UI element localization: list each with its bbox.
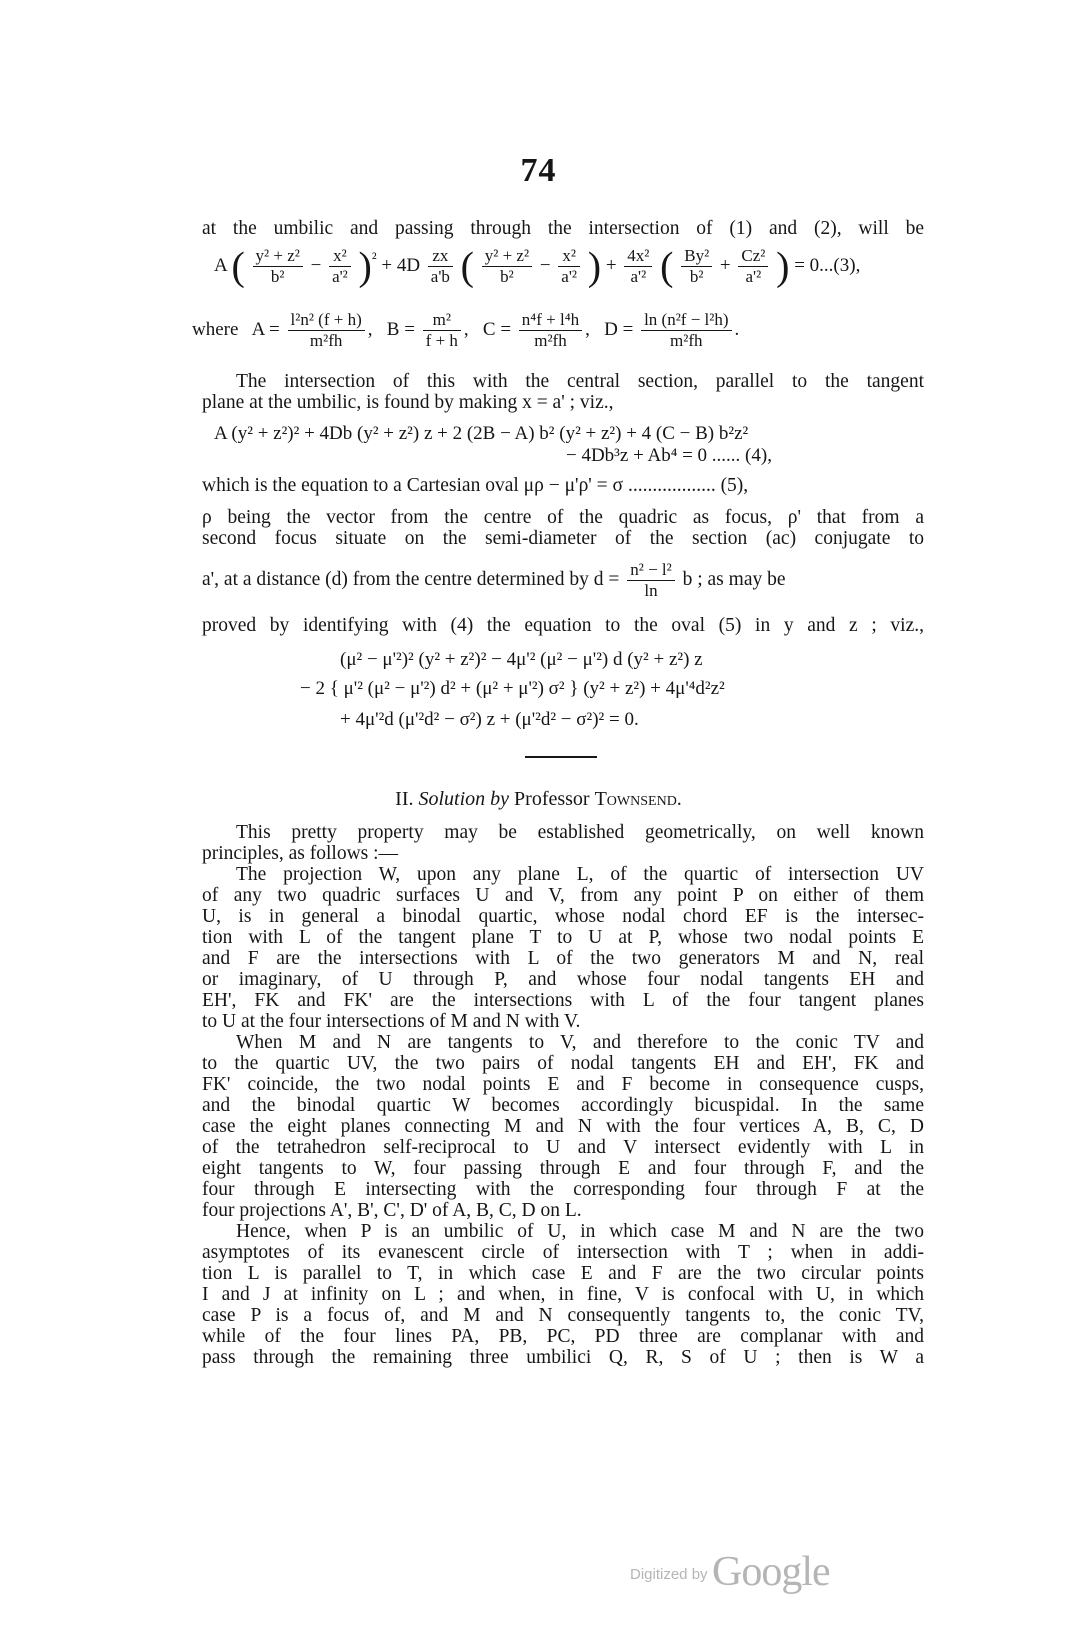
- p5-line-3: FK' coincide, the two nodal points E and F become in consequence cusps,: [202, 1074, 924, 1095]
- p4-line-2: of any two quadric surfaces U and V, from any point P on either of them: [202, 885, 924, 906]
- p5-line-1: When M and N are tangents to V, and therefore to the conic TV and: [236, 1032, 924, 1053]
- p4-line-5: and F are the intersections with L of the two generators M and N, real: [202, 948, 924, 969]
- p6-line-5: case P is a focus of, and M and N consequently tangents to, the conic TV,: [202, 1305, 924, 1326]
- eq4-line-1: A (y² + z²)² + 4Db (y² + z²) z + 2 (2B − A) b² (y² + z²) + 4 (C − B) b²z²: [214, 423, 749, 444]
- page-number: 74: [520, 152, 557, 189]
- def-b-frac: $\frac{\text{m²}}{f + h}$: [423, 310, 461, 351]
- p2-line-4: a', at a distance (d) from the centre determined by d = $\frac{\text{n² − l²}}{\ln}$ b ; as may be: [202, 560, 786, 600]
- eq3-frac-2: $\frac{\text{x²}}{\text{a'²}}$: [329, 246, 351, 287]
- watermark-prefix: Digitized by: [630, 1566, 708, 1583]
- p2-line-5: proved by identifying with (4) the equation to the oval (5) in y and z ; viz.,: [202, 615, 924, 636]
- p6-line-2: asymptotes of its evanescent circle of intersection with T ; when in addi-: [202, 1242, 924, 1263]
- def-d-frac: $\frac{\text{ln (n²f − l²h)}}{\text{m²fh}}$: [641, 310, 731, 351]
- p4-line-4: tion with L of the tangent plane T to U at P, whose two nodal points E: [202, 927, 924, 948]
- def-a-frac: $\frac{\text{l²n² (f + h)}}{\text{m²fh}}$: [288, 310, 365, 351]
- google-logo: Google: [712, 1549, 830, 1595]
- p2-line-3: second focus situate on the semi-diameter of the section (ac) conjugate to: [202, 528, 924, 549]
- p2-line-1: which is the equation to a Cartesian oval μρ − μ'ρ' = σ .................. (5),: [202, 475, 749, 496]
- p4-line-7: EH', FK and FK' are the intersections with L of the four tangent planes: [202, 990, 924, 1011]
- p5-line-6: of the tetrahedron self-reciprocal to U and V intersect evidently with L in: [202, 1137, 924, 1158]
- p5-line-8: four through E intersecting with the corresponding four through F at the: [202, 1179, 924, 1200]
- p6-line-6: while of the four lines PA, PB, PC, PD three are complanar with and: [202, 1326, 924, 1347]
- eq3-frac-3: $\frac{zx}{a'b}$: [428, 246, 453, 287]
- p1-line-2: plane at the umbilic, is found by making x = a' ; viz.,: [202, 392, 614, 413]
- p6-line-7: pass through the remaining three umbilici Q, R, S of U ; then is W a: [202, 1347, 924, 1368]
- eq3-frac-5: $\frac{\text{x²}}{\text{a'²}}$: [558, 246, 580, 287]
- distance-frac: $\frac{\text{n² − l²}}{\ln}$: [627, 560, 675, 601]
- p6-line-1: Hence, when P is an umbilic of U, in which case M and N are the two: [236, 1221, 924, 1242]
- section-divider: [525, 756, 597, 758]
- p2-line-2: ρ being the vector from the centre of the quadric as focus, ρ' that from a: [202, 507, 924, 528]
- p6-line-3: tion L is parallel to T, in which case E and F are the two circular points: [202, 1263, 924, 1284]
- p4-line-1: The projection W, upon any plane L, of the quartic of intersection UV: [236, 864, 924, 885]
- eq5-line-3: + 4μ'²d (μ'²d² − σ²) z + (μ'²d² − σ²)² = 0.: [340, 709, 639, 730]
- intro-line: at the umbilic and passing through the intersection of (1) and (2), will be: [202, 218, 924, 239]
- p5-line-9: four projections A', B', C', D' of A, B, C, D on L.: [202, 1200, 582, 1221]
- p4-line-6: or imaginary, of U through P, and whose four nodal tangents EH and: [202, 969, 924, 990]
- digitized-watermark: [630, 1548, 830, 1596]
- p5-line-7: eight tangents to W, four passing through E and four through F, and the: [202, 1158, 924, 1179]
- eq3-frac-8: $\frac{\text{Cz²}}{\text{a'²}}$: [738, 246, 768, 287]
- p3-line-2: principles, as follows :—: [202, 843, 399, 864]
- eq3-frac-6: $\frac{\text{4x²}}{\text{a'²}}$: [624, 246, 652, 287]
- p4-line-8: to U at the four intersections of M and N with V.: [202, 1011, 581, 1032]
- eq4-line-2: − 4Db³z + Ab⁴ = 0 ...... (4),: [566, 445, 772, 466]
- def-c-frac: $\frac{\text{n⁴f + l⁴h}}{\text{m²fh}}$: [519, 310, 582, 351]
- p1-line-1: The intersection of this with the central section, parallel to the tangent: [236, 371, 924, 392]
- eq3-frac-7: $\frac{\text{By²}}{\text{b²}}$: [681, 246, 712, 287]
- where-definitions: where A = $\frac{\text{l²n² (f + h)}}{\text{m²fh}}$ , B = $\frac{\text{m²}}{f + h}$ , C = $\frac{\text{n⁴f + l⁴h}}{\text{m²fh}}$ , D = $\frac{\text{ln (n²f − l²h)}}{\text{m²fh}}$ .: [192, 310, 740, 350]
- p5-line-2: to the quartic UV, the two pairs of nodal tangents EH and EH', FK and: [202, 1053, 924, 1074]
- equation-3: A ( $\frac{\text{y² + z²}}{\text{b²}}$ − $\frac{\text{x²}}{\text{a'²}}$ )$^{^2}$ + 4D $\frac{zx}{a'b}$ ( $\frac{\text{y² + z²}}{\text{b²}}$ − $\frac{\text{x²}}{\text{a'²}}$ ) + $\frac{\text{4x²}}{\text{a'²}}$ ( $\frac{\text{By²}}{\text{b²}}$ + $\frac{\text{Cz²}}{\text{a'²}}$ ) = 0...(3),: [214, 243, 861, 289]
- eq5-line-1: (μ² − μ'²)² (y² + z²)² − 4μ'² (μ² − μ'²) d (y² + z²) z: [340, 649, 703, 670]
- p3-line-1: This pretty property may be established geometrically, on well known: [236, 822, 924, 843]
- eq3-frac-1: $\frac{\text{y² + z²}}{\text{b²}}$: [253, 246, 303, 287]
- eq5-line-2: − 2 { μ'² (μ² − μ'²) d² + (μ² + μ'²) σ² } (y² + z²) + 4μ'⁴d²z²: [300, 678, 725, 699]
- eq3-paren-open: (: [231, 243, 245, 289]
- p5-line-5: case the eight planes connecting M and N with the four vertices A, B, C, D: [202, 1116, 924, 1137]
- p6-line-4: I and J at infinity on L ; and when, in fine, V is confocal with U, in which: [202, 1284, 924, 1305]
- p4-line-3: U, is in general a binodal quartic, whose nodal chord EF is the intersec-: [202, 906, 924, 927]
- eq3-frac-4: $\frac{\text{y² + z²}}{\text{b²}}$: [482, 246, 532, 287]
- section-title: II. Solution by Professor Townsend.: [395, 788, 682, 810]
- p5-line-4: and the binodal quartic W becomes accordingly bicuspidal. In the same: [202, 1095, 924, 1116]
- eq3-a: A: [214, 254, 227, 276]
- eq3-paren-close: ): [358, 243, 372, 289]
